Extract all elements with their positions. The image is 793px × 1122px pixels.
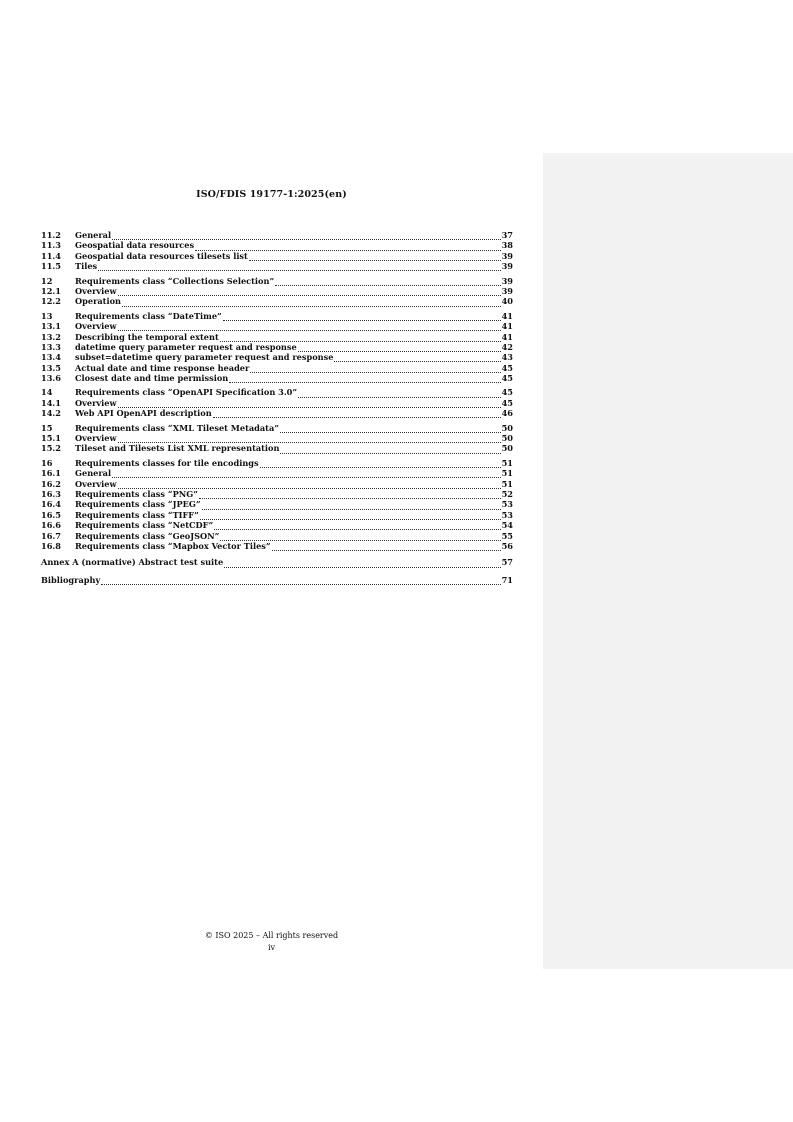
dot-leader — [195, 243, 501, 251]
toc-entry-title: Annex A (normative) Abstract test suite — [41, 557, 224, 568]
dot-leader — [213, 410, 501, 418]
toc-group-14 — [41, 387, 513, 418]
dot-leader — [112, 232, 501, 240]
toc-entry-number: 15.1 — [41, 433, 61, 444]
dot-leader — [250, 365, 500, 373]
toc-entry[interactable] — [41, 408, 513, 418]
toc-entry-number: 13.5 — [41, 362, 61, 373]
toc-entry-page: 52 — [501, 488, 513, 499]
copyright-notice: © ISO 2025 – All rights reserved — [204, 931, 339, 940]
toc-entry-page: 41 — [501, 331, 513, 342]
toc-entry-number: 16.8 — [41, 540, 61, 551]
toc-entry-number: 16.3 — [41, 488, 61, 499]
toc-entry-title: Requirements class “XML Tileset Metadata” — [75, 422, 279, 433]
toc-entry[interactable] — [41, 251, 513, 261]
toc-entry-number: 12.2 — [41, 296, 61, 307]
toc-entry-page: 50 — [501, 443, 513, 454]
toc-entry-title: Tiles — [75, 261, 98, 272]
toc-entry-number: 14.2 — [41, 408, 61, 419]
toc-entry-page: 39 — [501, 275, 513, 286]
toc-entry-title: Tileset and Tilesets List XML representation — [75, 443, 280, 454]
toc-entry-title: Geospatial data resources tilesets list — [75, 250, 248, 261]
toc-entry-number: 13.4 — [41, 352, 61, 363]
table-of-contents — [41, 230, 513, 585]
dot-leader — [112, 470, 501, 478]
toc-entry-title: Requirements class “PNG” — [75, 488, 198, 499]
dot-leader — [280, 425, 501, 433]
toc-entry-number: 16.5 — [41, 509, 61, 520]
toc-entry-title: datetime query parameter request and response — [75, 341, 297, 352]
dot-leader — [280, 446, 500, 454]
toc-entry-page: 41 — [501, 310, 513, 321]
page-footer — [0, 930, 543, 954]
dot-leader — [199, 491, 501, 499]
toc-entry-title: Requirements classes for tile encodings — [75, 457, 259, 468]
dot-leader — [200, 512, 501, 520]
toc-entry-title: General — [75, 468, 112, 479]
toc-entry-page: 45 — [501, 397, 513, 408]
dot-leader — [118, 288, 501, 296]
dot-leader — [118, 435, 501, 443]
dot-leader — [334, 354, 500, 362]
dot-leader — [272, 543, 501, 551]
toc-entry-page: 55 — [501, 530, 513, 541]
toc-entry-title: Operation — [75, 296, 121, 307]
toc-entry-title: Overview — [75, 433, 117, 444]
toc-entry-title: Requirements class “TIFF” — [75, 509, 199, 520]
toc-entry-number: 14 — [41, 387, 53, 398]
toc-entry-number: 16.6 — [41, 520, 61, 531]
toc-entry-number: 16.7 — [41, 530, 61, 541]
toc-entry-page: 53 — [501, 509, 513, 520]
dot-leader — [122, 299, 501, 307]
toc-entry[interactable] — [41, 387, 513, 397]
dot-leader — [118, 323, 501, 331]
toc-entry-number: 13.3 — [41, 341, 61, 352]
toc-entry-title: Overview — [75, 478, 117, 489]
toc-entry-title: Requirements class “Collections Selection” — [75, 275, 275, 286]
toc-entry[interactable] — [41, 276, 513, 286]
dot-leader — [220, 533, 500, 541]
toc-entry-number: 13.6 — [41, 373, 61, 384]
toc-entry[interactable] — [41, 373, 513, 383]
dot-leader — [214, 522, 500, 530]
page-number: iv — [267, 943, 276, 952]
dot-leader — [98, 263, 500, 271]
toc-entry[interactable] — [41, 342, 513, 352]
toc-group-12 — [41, 276, 513, 307]
toc-entry-title: Overview — [75, 285, 117, 296]
toc-entry-number: 11.4 — [41, 250, 61, 261]
dot-leader — [223, 313, 501, 321]
toc-entry-page: 51 — [501, 468, 513, 479]
toc-entry-title: Requirements class “Mapbox Vector Tiles” — [75, 540, 271, 551]
toc-entry-page: 39 — [501, 261, 513, 272]
toc-entry[interactable] — [41, 468, 513, 478]
toc-entry-number: 12 — [41, 275, 53, 286]
toc-entry-page: 37 — [501, 230, 513, 240]
toc-entry-page: 39 — [501, 285, 513, 296]
toc-entry-title: Requirements class “NetCDF” — [75, 520, 214, 531]
toc-entry[interactable] — [41, 296, 513, 306]
toc-entry-page: 56 — [501, 540, 513, 551]
toc-entry-number: 11.3 — [41, 240, 61, 251]
toc-entry-number: 13 — [41, 310, 53, 321]
toc-entry-page: 45 — [501, 362, 513, 373]
toc-entry-number: 12.1 — [41, 285, 61, 296]
toc-entry-page: 43 — [501, 352, 513, 363]
toc-entry[interactable] — [41, 541, 513, 551]
dot-leader — [275, 278, 500, 286]
toc-group-11 — [41, 230, 513, 272]
toc-entry-title: Geospatial data resources — [75, 240, 195, 251]
toc-entry-page: 39 — [501, 250, 513, 261]
toc-entry-page: 54 — [501, 520, 513, 531]
toc-entry[interactable] — [41, 286, 513, 296]
toc-entry-title: Requirements class “JPEG” — [75, 499, 201, 510]
toc-entry-number: 13.2 — [41, 331, 61, 342]
toc-group-13 — [41, 311, 513, 384]
dot-leader — [118, 400, 501, 408]
dot-leader — [101, 577, 500, 585]
toc-entry[interactable] — [41, 510, 513, 520]
toc-entry[interactable] — [41, 520, 513, 530]
toc-entry-title: Actual date and time response header — [75, 362, 250, 373]
toc-entry-page: 38 — [501, 240, 513, 251]
toc-entry[interactable] — [41, 423, 513, 433]
toc-entry-title: Describing the temporal extent — [75, 331, 219, 342]
toc-entry-title: Requirements class “OpenAPI Specification 3.0” — [75, 387, 298, 398]
toc-entry[interactable] — [41, 433, 513, 443]
toc-entry-number: 16.2 — [41, 478, 61, 489]
toc-entry-page: 42 — [501, 341, 513, 352]
toc-entry-title: Bibliography — [41, 574, 101, 585]
toc-entry-number: 16 — [41, 457, 53, 468]
toc-entry-title: Requirements class “GeoJSON” — [75, 530, 220, 541]
toc-entry-title: subset=datetime query parameter request and response — [75, 352, 334, 363]
toc-entry-number: 11.5 — [41, 261, 61, 272]
toc-entry-page: 45 — [501, 387, 513, 398]
toc-entry[interactable] — [41, 499, 513, 509]
toc-entry-title: Closest date and time permission — [75, 373, 229, 384]
toc-entry-page: 51 — [501, 478, 513, 489]
toc-entry-bibliography[interactable] — [41, 575, 513, 585]
toc-entry[interactable] — [41, 311, 513, 321]
toc-entry-title: General — [75, 230, 112, 240]
comment-pane — [543, 153, 793, 969]
toc-entry-page: 45 — [501, 373, 513, 384]
toc-entry-title: Overview — [75, 397, 117, 408]
toc-entry-page: 46 — [501, 408, 513, 419]
toc-entry[interactable] — [41, 321, 513, 331]
toc-entry[interactable] — [41, 332, 513, 342]
toc-entry-annex-a[interactable] — [41, 557, 513, 567]
dot-leader — [118, 481, 501, 489]
dot-leader — [224, 560, 500, 568]
toc-entry[interactable] — [41, 230, 513, 240]
toc-entry[interactable] — [41, 479, 513, 489]
toc-entry-page: 50 — [501, 422, 513, 433]
toc-entry[interactable] — [41, 240, 513, 250]
toc-entry-page: 40 — [501, 296, 513, 307]
toc-entry-number: 14.1 — [41, 397, 61, 408]
toc-entry-title: Overview — [75, 321, 117, 332]
toc-entry[interactable] — [41, 363, 513, 373]
toc-entry-page: 41 — [501, 321, 513, 332]
dot-leader — [298, 344, 501, 352]
dot-leader — [202, 502, 501, 510]
dot-leader — [260, 460, 501, 468]
toc-entry[interactable] — [41, 489, 513, 499]
toc-entry[interactable] — [41, 458, 513, 468]
toc-entry-page: 71 — [501, 574, 513, 585]
toc-entry[interactable] — [41, 398, 513, 408]
toc-entry-number: 15 — [41, 422, 53, 433]
toc-entry-number: 11.2 — [41, 230, 61, 240]
dot-leader — [249, 253, 501, 261]
toc-entry[interactable] — [41, 531, 513, 541]
toc-entry-number: 15.2 — [41, 443, 61, 454]
dot-leader — [229, 375, 500, 383]
dot-leader — [220, 334, 501, 342]
toc-group-16 — [41, 458, 513, 552]
toc-entry-page: 53 — [501, 499, 513, 510]
dot-leader — [298, 390, 501, 398]
toc-entry-page: 57 — [501, 557, 513, 568]
toc-entry-page: 50 — [501, 433, 513, 444]
toc-entry-number: 16.4 — [41, 499, 61, 510]
toc-group-15 — [41, 423, 513, 454]
toc-entry[interactable] — [41, 352, 513, 362]
toc-entry[interactable] — [41, 261, 513, 271]
toc-entry[interactable] — [41, 443, 513, 453]
document-header: ISO/FDIS 19177-1:2025(en) — [196, 189, 347, 200]
toc-entry-title: Web API OpenAPI description — [75, 408, 212, 419]
toc-entry-number: 16.1 — [41, 468, 61, 479]
toc-entry-page: 51 — [501, 457, 513, 468]
toc-entry-number: 13.1 — [41, 321, 61, 332]
toc-entry-title: Requirements class “DateTime” — [75, 310, 222, 321]
